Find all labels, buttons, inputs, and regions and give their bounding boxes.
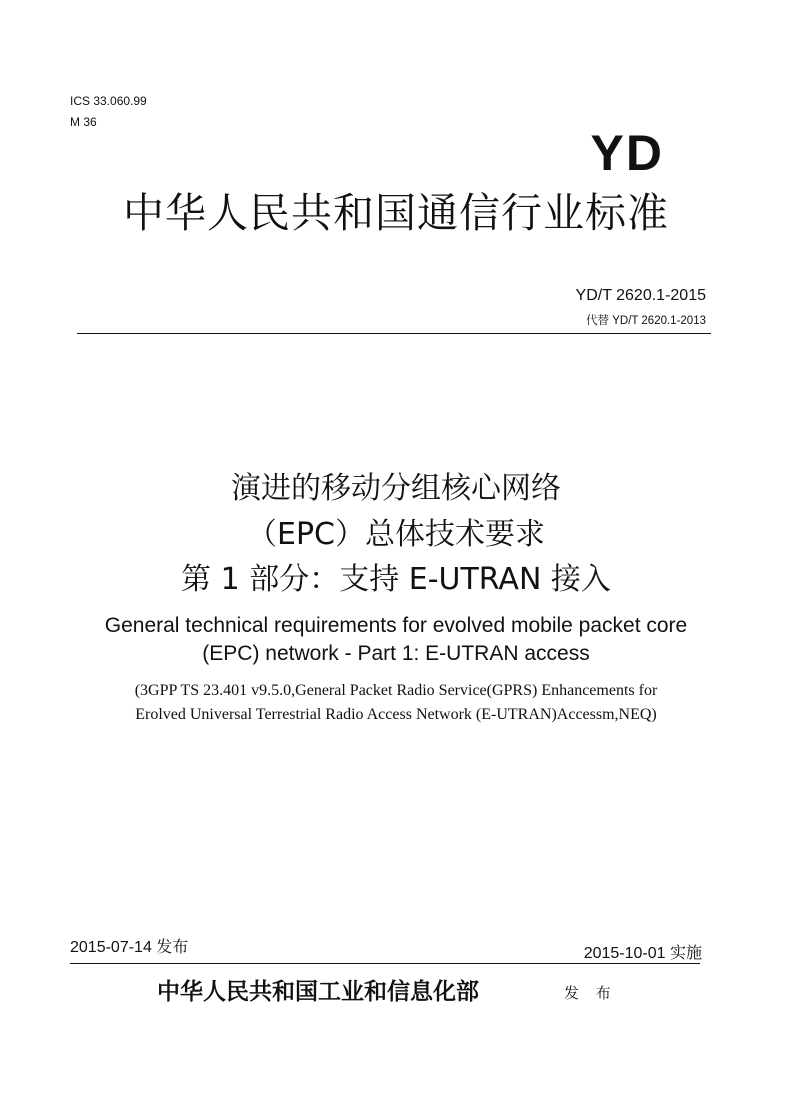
title-cn-line-2: （EPC）总体技术要求 <box>247 517 545 552</box>
header-divider <box>77 333 711 334</box>
implement-date: 2015-10-01 实施 <box>583 945 702 962</box>
standard-number: YD/T 2620.1-2015 <box>575 287 706 304</box>
replaces-standard: 代替 YD/T 2620.1-2013 <box>586 315 706 327</box>
footer-divider <box>70 963 700 964</box>
issue-label: 发 布 <box>564 984 617 1002</box>
ics-code: ICS 33.060.99 <box>70 94 147 108</box>
reference-line-2: Erolved Universal Terrestrial Radio Access Network (E-UTRAN)Accessm,NEQ) <box>135 706 657 723</box>
title-en-line-1: General technical requirements for evolved mobile packet core <box>104 614 688 637</box>
classification-code: M 36 <box>70 115 97 129</box>
title-cn-line-1: 演进的移动分组核心网络 <box>231 471 561 506</box>
standard-org-title: 中华人民共和国通信行业标准 <box>123 189 669 237</box>
title-en-line-2: (EPC) network - Part 1: E-UTRAN access <box>202 642 590 665</box>
issuing-authority: 中华人民共和国工业和信息化部 <box>157 978 479 1005</box>
title-cn-line-3: 第 1 部分：支持 E-UTRAN 接入 <box>181 562 611 597</box>
yd-logo: YD <box>590 125 664 181</box>
publish-date: 2015-07-14 发布 <box>70 939 189 956</box>
reference-line-1: (3GPP TS 23.401 v9.5.0,General Packet Radio Service(GPRS) Enhancements for <box>134 682 658 699</box>
